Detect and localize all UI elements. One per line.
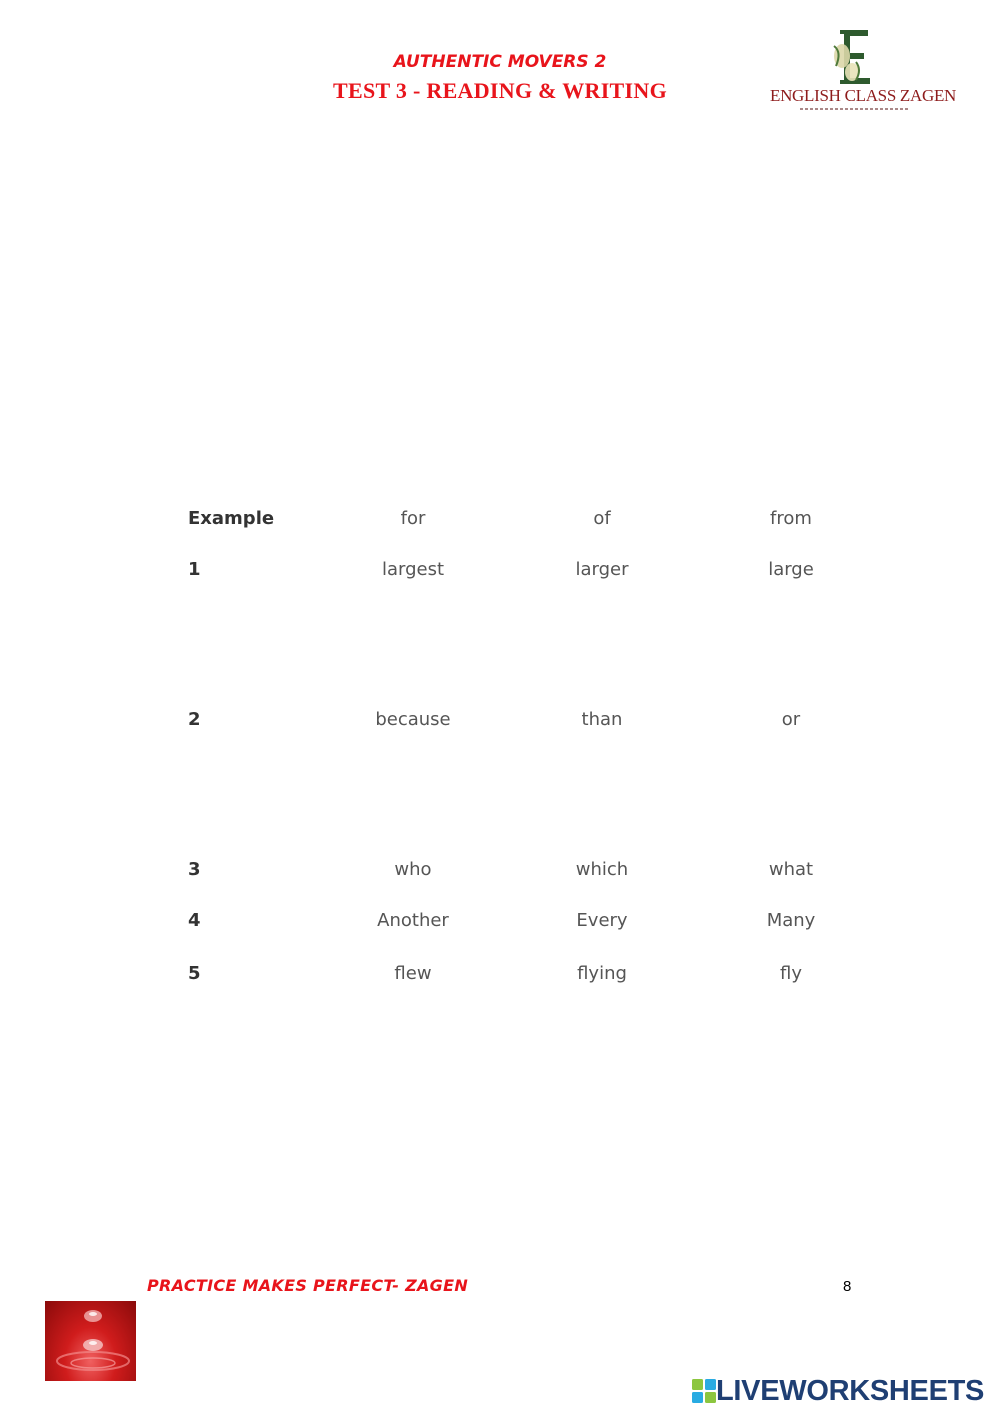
row-label: 4: [188, 910, 201, 931]
word-option: or: [781, 709, 801, 730]
logo-name: ENGLISH CLASS ZAGEN: [770, 86, 957, 105]
liveworksheets-logo-icon: [692, 1379, 716, 1403]
header-title: TEST 3 - READING & WRITING: [333, 78, 667, 103]
row-label: Example: [188, 508, 275, 529]
row-label: 5: [188, 963, 201, 984]
row-label: 2: [188, 709, 201, 730]
word-option: largest: [381, 559, 445, 580]
table-row: [0, 901, 1000, 941]
header-subtitle: AUTHENTIC MOVERS 2: [393, 52, 607, 72]
word-option: fly: [780, 963, 802, 984]
word-option: large: [768, 559, 814, 580]
word-option: who: [394, 859, 432, 880]
logo-tagline: [800, 108, 910, 110]
letter-e-flower-icon: [822, 26, 882, 88]
table-row: [0, 550, 1000, 590]
table-row: [0, 954, 1000, 994]
word-option: flew: [394, 963, 432, 984]
page-number: 8: [843, 1278, 852, 1295]
word-option: Many: [766, 910, 816, 931]
water-drop-image: [45, 1301, 136, 1381]
row-label: 3: [188, 859, 201, 880]
word-option: which: [575, 859, 629, 880]
water-drop-icon: [45, 1301, 136, 1381]
english-class-zagen-logo: [770, 26, 957, 116]
word-option: for: [400, 508, 426, 529]
word-option: Another: [377, 910, 449, 931]
footer-motto: PRACTICE MAKES PERFECT- ZAGEN: [147, 1276, 469, 1295]
word-option: of: [593, 508, 611, 529]
word-option: flying: [577, 963, 627, 984]
table-row: [0, 850, 1000, 890]
word-option: Every: [576, 910, 628, 931]
table-row: [0, 499, 1000, 539]
word-option: than: [581, 709, 623, 730]
word-option: larger: [575, 559, 629, 580]
word-option: because: [375, 709, 451, 730]
word-option: from: [770, 508, 812, 529]
liveworksheets-wordmark: LIVEWORKSHEETS: [716, 1375, 985, 1407]
table-row: [0, 700, 1000, 740]
word-option: what: [768, 859, 814, 880]
row-label: 1: [188, 559, 201, 580]
